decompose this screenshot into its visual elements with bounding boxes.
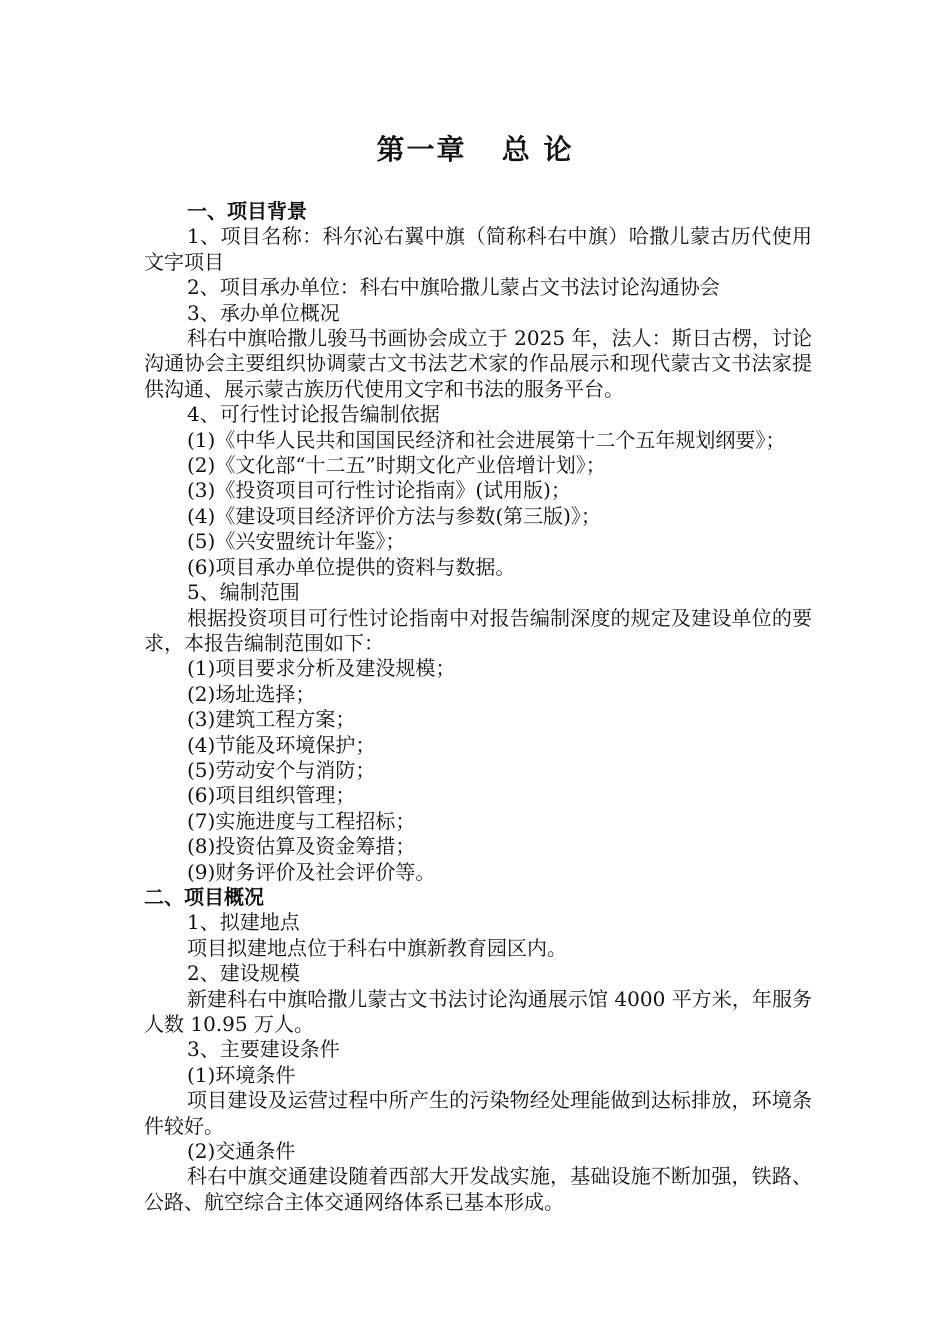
- list-item: (6)项目承办单位提供的资料与数据。: [187, 554, 516, 579]
- list-item: (4)节能及环境保护；: [187, 732, 376, 757]
- paragraph: 3、主要建设条件: [187, 1037, 340, 1062]
- paragraph: 项目拟建地点位于科右中旗新教育园区内。: [187, 935, 567, 960]
- list-item: (3)建筑工程方案；: [187, 707, 356, 732]
- paragraph: 4、可行性讨论报告编制依据: [187, 402, 440, 427]
- list-item: (3)《投资项目可行性讨论指南》(试用版)；: [187, 478, 571, 503]
- paragraph: 科右中旗交通建设随着西部大开发战实施，基础设施不断加强，铁路、公路、航空综合主体交通网络体系已基本形成。: [144, 1164, 812, 1214]
- list-item: (8)投资估算及资金筹措；: [187, 834, 416, 859]
- list-item: (1)《中华人民共和国国民经济和社会进展第十二个五年规划纲要》；: [187, 427, 786, 452]
- list-item: (1)项目要求分析及建没规模；: [187, 656, 456, 681]
- list-item: (2)《文化部“十二五”时期文化产业倍增计划》；: [187, 453, 606, 478]
- paragraph: 2、项目承办单位：科右中旗哈撒儿蒙占文书法讨论沟通协会: [187, 275, 720, 300]
- paragraph: 1、项目名称：科尔沁右翼中旗（简称科右中旗）哈撒儿蒙古历代使用文字项目: [144, 224, 812, 274]
- section-heading: 一、项目背景: [187, 199, 307, 223]
- paragraph: 2、建设规模: [187, 961, 300, 986]
- paragraph: 3、承办单位概况: [187, 300, 340, 325]
- paragraph: 根据投资项目可行性讨论指南中对报告编制深度的规定及建设单位的要求，本报告编制范围如下：: [144, 605, 812, 655]
- paragraph: 新建科右中旗哈撒儿蒙古文书法讨论沟通展示馆 4000 平方米，年服务人数 10.95 万人。: [144, 986, 812, 1036]
- list-item: (7)实施进度与工程招标；: [187, 808, 416, 833]
- paragraph: (1)环境条件: [187, 1062, 296, 1087]
- list-item: (6)项目组织管理；: [187, 783, 356, 808]
- paragraph: 1、拟建地点: [187, 910, 300, 935]
- chapter-title: 第一章 总 论: [376, 133, 574, 166]
- list-item: (4)《建设项目经济评价方法与参数(第三版)》；: [187, 503, 601, 528]
- paragraph: 科右中旗哈撒儿骏马书画协会成立于 2025 年，法人：斯日古楞，讨论沟通协会主要组织协调蒙古文书法艺术家的作品展示和现代蒙古文书法家提供沟通、展示蒙古族历代使用文字和书法的服务平台。: [144, 326, 812, 401]
- document-body: [144, 199, 812, 1215]
- paragraph: 项目建设及运营过程中所产生的污染物经处理能做到达标排放，环境条件较好。: [144, 1088, 812, 1138]
- section-heading: 二、项目概况: [144, 884, 264, 909]
- list-item: (9)财务评价及社会评价等。: [187, 859, 436, 884]
- paragraph: 5、编制范围: [187, 580, 300, 605]
- list-item: (5)《兴安盟统计年鉴》；: [187, 529, 406, 554]
- list-item: (5)劳动安个与消防；: [187, 757, 376, 782]
- list-item: (2)场址选择；: [187, 681, 316, 706]
- paragraph: (2)交通条件: [187, 1139, 296, 1164]
